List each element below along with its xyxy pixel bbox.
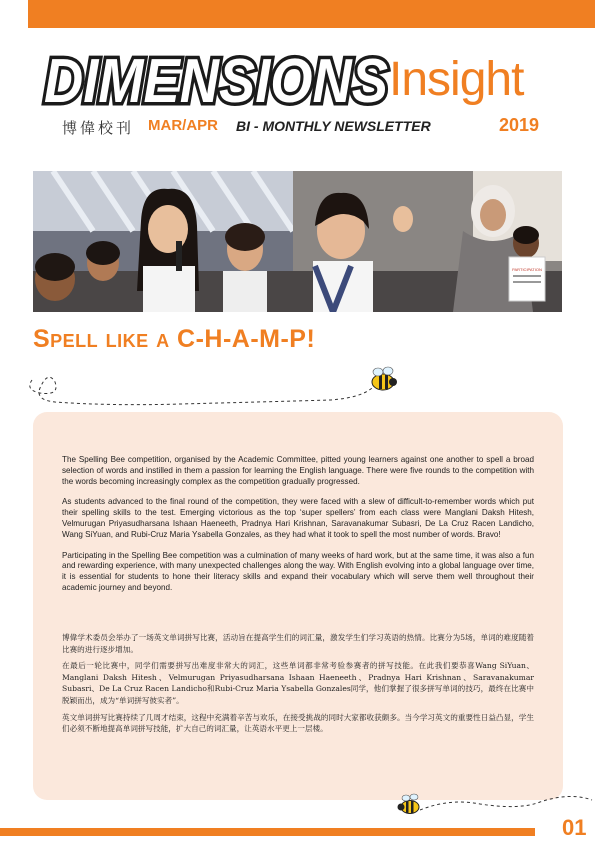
logo-text: DIMENSIONS <box>44 47 388 110</box>
insight-wordmark: Insight <box>389 53 524 106</box>
english-paragraph: The Spelling Bee competition, organised by the Academic Committee, pitted young learners against one another to spell a broad selection of words and instilled in them a passion for learning the English language. There were five rounds to the competition with the words becoming increasingly complex as the competition gradually progressed. <box>62 455 534 486</box>
bottom-bee-path <box>0 790 595 820</box>
bee-flight-path <box>0 360 595 420</box>
english-article <box>62 455 534 604</box>
chinese-paragraph: 博偉学术委员会举办了一场英文单词拼写比赛，活动旨在提高学生们的词汇量，激发学生们学习英语的热情。比赛分为5场，单词的难度随着比赛的进行逐步增加。 <box>62 633 534 654</box>
bee-icon <box>398 794 420 814</box>
english-paragraph: As students advanced to the final round of the competition, they were faced with a slew of difficult-to-remember words which put their spelling skills to the test. Emerging victorious as the top ‘super spellers’ from each class were Manglani Daksh Hitesh, Velmurugan Priyasudharsana Ishaan Haeneeth, Pradnya Hari Krishnan, Saravanakumar Subasri, De La Cruz Racen Landicho, Wang SiYuan, and Rubi-Cruz Maria Ysabella Gonzales, as they had what it took to spell the most number of words. Bravo! <box>62 497 534 539</box>
dimensions-logo <box>40 44 392 110</box>
page-number: 01 <box>562 815 587 840</box>
english-paragraph: Participating in the Spelling Bee competition was a culmination of many weeks of hard work, but at the same time, it was also a fun and rewarding experience, with many unexpected challenges along the way. With English evolving into a global language over time, it is essential for students to hone their literacy skills and expand their vocabulary which will serve them well throughout their academic journey and beyond. <box>62 550 534 592</box>
issue-label: MAR/APR <box>148 117 218 134</box>
students-photo <box>33 171 562 312</box>
chinese-article <box>62 632 534 740</box>
chinese-paragraph: 在最后一轮比赛中，同学们需要拼写出难度非常大的词汇，这些单词都非常考验参赛者的拼写技能。在此我们要恭喜Wang SiYuan、Manglani Daksh Hitesh、Velmurugan Priyasudharsana Ishaan Haeneeth、Pradnya Hari Krishnan、Saravanakumar Subasri、De La Cruz Racen Landicho和Rubi-Cruz Maria Ysabella Gonzales同学，他们掌握了很多拼写单词的技巧，最终在比赛中脱颖而出，成为“单词拼写彼实者”。 <box>62 661 534 705</box>
masthead <box>0 0 595 160</box>
article-headline: Spell like a C-H-A-M-P! <box>33 325 316 353</box>
newsletter-subtitle: BI - MONTHLY NEWSLETTER <box>236 118 431 134</box>
bottom-accent-bar <box>0 828 535 836</box>
certificate-text: PARTICIPATION <box>512 267 542 272</box>
issue-year: 2019 <box>499 115 540 135</box>
bee-icon <box>372 367 397 390</box>
chinese-paragraph: 英文单词拼写比赛持续了几周才结束，这程中充满着辛苦与欢乐，在接受挑战的同时大家都收获颇多。当今学习英文的重要性日益凸显，学生们必须不断地提高单词拼写技能，扩大自己的词汇量，让英语水平更上一层楼。 <box>62 712 534 734</box>
chinese-title: 博偉校刊 <box>62 119 135 137</box>
